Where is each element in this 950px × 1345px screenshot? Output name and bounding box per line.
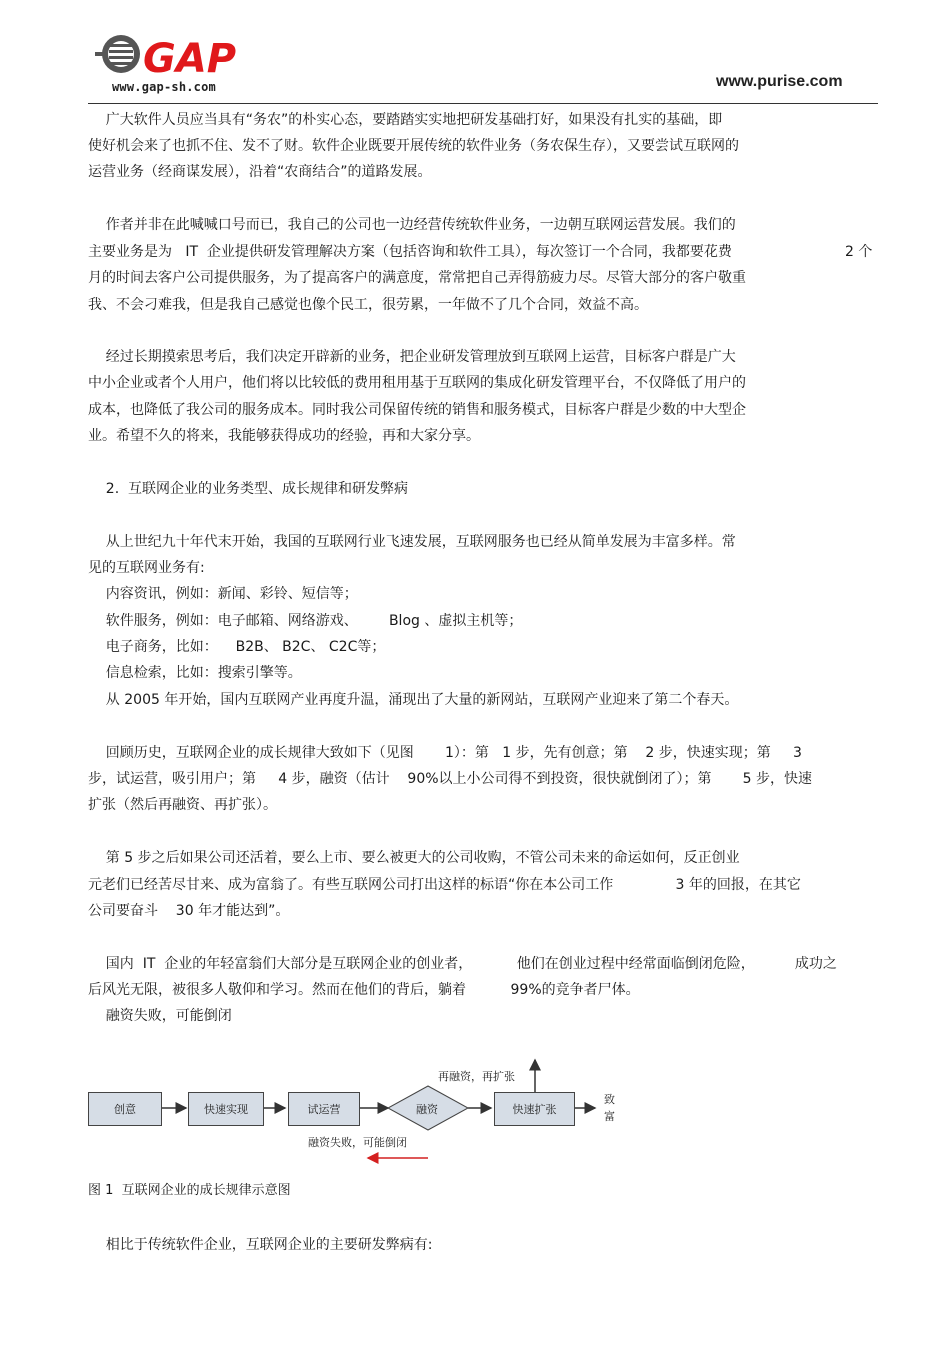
paragraph-line: 成本，也降低了我公司的服务成本。同时我公司保留传统的销售和服务模式，目标客户群是少数的中大型企 bbox=[88, 402, 746, 418]
paragraph-line: 元老们已经苦尽甘来、成为富翁了。有些互联网公司打出这样的标语“你在本公司工作 3 年的回报，在其它 bbox=[88, 877, 801, 893]
gap-logo-graphic bbox=[95, 30, 257, 82]
paragraph-line: 第 5 步之后如果公司还活着，要么上市、要么被更大的公司收购，不管公司未来的命运如何，反正创业 bbox=[88, 850, 740, 866]
paragraph-line: 广大软件人员应当具有“务农”的朴实心态，要踏踏实实地把研发基础打好，如果没有扎实的基础，即 bbox=[88, 112, 723, 128]
step-expand-node: 快速扩张 bbox=[494, 1092, 575, 1126]
paragraph-line: 步，试运营，吸引用户；第 4 步，融资（估计 90%以上小公司得不到投资，很快就倒闭了）；第 5 步，快速 bbox=[88, 771, 813, 787]
financing-fail-label: 融资失败，可能倒闭 bbox=[308, 1136, 407, 1149]
header-divider bbox=[88, 103, 878, 104]
paragraph-line: 扩张（然后再融资、再扩张）。 bbox=[88, 797, 277, 813]
list-item: 信息检索，比如：搜索引擎等。 bbox=[88, 665, 302, 681]
paragraph-line: 融资失败，可能倒闭 bbox=[88, 1008, 232, 1024]
paragraph-line: 业。希望不久的将来，我能够获得成功的经验，再和大家分享。 bbox=[88, 428, 480, 444]
gap-logo-text: GAP bbox=[143, 36, 237, 82]
step-idea-node: 创意 bbox=[88, 1092, 162, 1126]
section-heading: 2. 互联网企业的业务类型、成长规律和研发弊病 bbox=[88, 481, 409, 497]
list-item: 内容资讯，例如：新闻、彩铃、短信等； bbox=[88, 586, 358, 602]
growth-diagram bbox=[88, 1056, 628, 1166]
paragraph-line: 中小企业或者个人用户，他们将以比较低的费用租用基于互联网的集成化研发管理平台，不仅降低了用户的 bbox=[88, 375, 746, 391]
paragraph-line: 使好机会来了也抓不住、发不了财。软件企业既要开展传统的软件业务（务农保生存），又要尝试互联网的 bbox=[88, 138, 739, 154]
paragraph-line: 月的时间去客户公司提供服务，为了提高客户的满意度，常常把自己弄得筋疲力尽。尽管大部分的客户敬重 bbox=[88, 270, 746, 286]
paragraph-line: 2 个 bbox=[845, 244, 873, 260]
paragraph-line: 相比于传统软件企业，互联网企业的主要研发弊病有: bbox=[88, 1237, 433, 1253]
figure-caption: 图 1 互联网企业的成长规律示意图 bbox=[88, 1183, 291, 1198]
paragraph-line: 主要业务是为 IT 企业提供研发管理解决方案（包括咨询和软件工具），每次签订一个合同，我都要花费 bbox=[88, 244, 732, 260]
step-financing-label: 融资 bbox=[416, 1103, 438, 1116]
paragraph-line: 回顾历史，互联网企业的成长规律大致如下（见图 1）：第 1 步，先有创意；第 2 步，快速实现；第 3 bbox=[88, 745, 802, 761]
step-trial-run-node: 试运营 bbox=[288, 1092, 360, 1126]
site-url[interactable]: www.purise.com bbox=[716, 73, 843, 90]
rich-label-2: 富 bbox=[604, 1110, 615, 1123]
paragraph-line: 后风光无限，被很多人敬仰和学习。然而在他们的背后，躺着 99%的竞争者尸体。 bbox=[88, 982, 640, 998]
paragraph-line: 国内 IT 企业的年轻富翁们大部分是互联网企业的创业者， 他们在创业过程中经常面临倒闭危险， 成功之 bbox=[88, 956, 837, 972]
paragraph-line: 经过长期摸索思考后，我们决定开辟新的业务，把企业研发管理放到互联网上运营，目标客户群是广大 bbox=[88, 349, 736, 365]
logo-url[interactable]: www.gap-sh.com bbox=[112, 80, 216, 94]
paragraph-line: 我、不会刁难我，但是我自己感觉也像个民工，很劳累，一年做不了几个合同，效益不高。 bbox=[88, 297, 648, 313]
step-rapid-build-node: 快速实现 bbox=[188, 1092, 264, 1126]
refinance-label: 再融资，再扩张 bbox=[438, 1070, 515, 1083]
paragraph-line: 公司要奋斗 30 年才能达到”。 bbox=[88, 903, 290, 919]
paragraph-line: 从 2005 年开始，国内互联网产业再度升温，涌现出了大量的新网站，互联网产业迎来了第二个春天。 bbox=[88, 692, 739, 708]
paragraph-line: 运营业务（经商谋发展），沿着“农商结合”的道路发展。 bbox=[88, 164, 432, 180]
paragraph-line: 作者并非在此喊喊口号而已，我自己的公司也一边经营传统软件业务，一边朝互联网运营发展。我们的 bbox=[88, 217, 736, 233]
paragraph-line: 从上世纪九十年代末开始，我国的互联网行业飞速发展，互联网服务也已经从简单发展为丰富多样。常 bbox=[88, 534, 736, 550]
rich-label-1: 致 bbox=[604, 1093, 615, 1106]
list-item: 软件服务，例如：电子邮箱、网络游戏、 Blog 、虚拟主机等； bbox=[88, 613, 523, 629]
list-item: 电子商务，比如： B2B、 B2C、 C2C等； bbox=[88, 639, 386, 655]
paragraph-line: 见的互联网业务有: bbox=[88, 560, 205, 576]
